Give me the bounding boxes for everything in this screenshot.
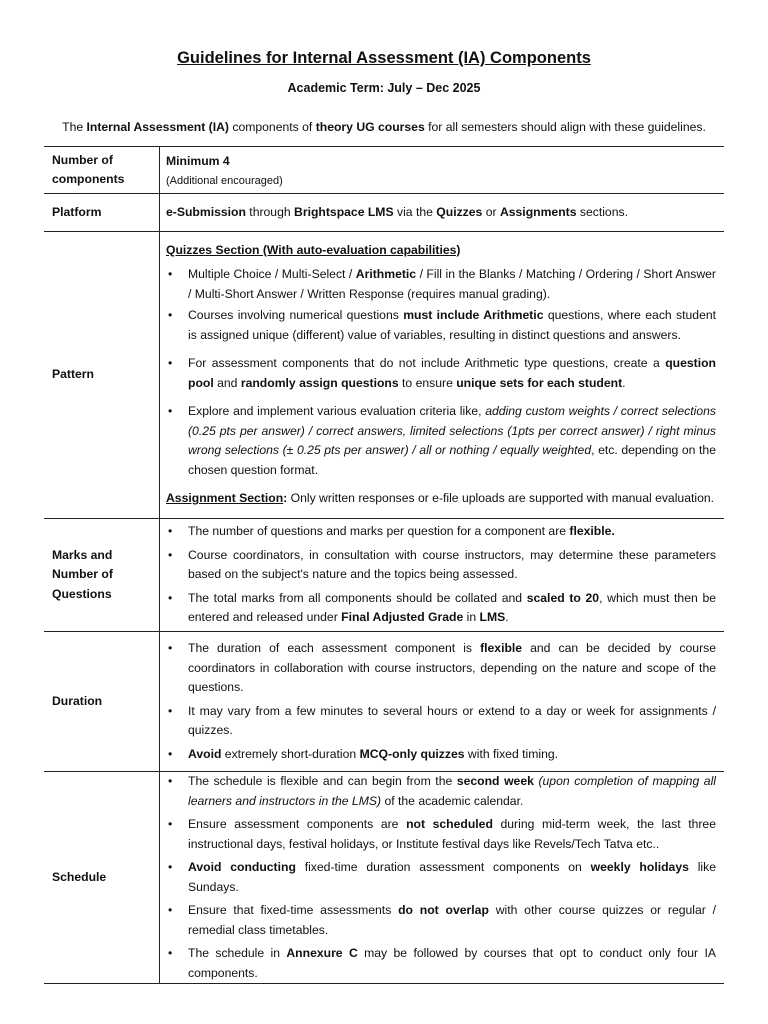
guidelines-table xyxy=(44,146,724,984)
row-platform xyxy=(44,194,724,232)
row-duration xyxy=(44,632,724,772)
row-content-schedule xyxy=(160,772,725,984)
list-item: • The duration of each assessment component is flexible and can be decided by course coordinators in collaboration with course instructors, depending on the nature and scope of the questions. xyxy=(166,639,716,698)
components-note: (Additional encouraged) xyxy=(166,174,283,187)
list-item: • Course coordinators, in consultation with course instructors, may determine these parameters based on the subject's nature and the topics being assessed. xyxy=(166,546,716,585)
intro-text: The Internal Assessment (IA) components of theory UG courses for all semesters should align with these guidelines. xyxy=(62,120,706,134)
list-item: • Ensure assessment components are not scheduled during mid-term week, the last three instructional days, festival holidays, or Institute festival days like Revels/Tech Tatva etc.. xyxy=(166,815,716,854)
pattern-list xyxy=(166,265,716,480)
schedule-list xyxy=(166,772,716,983)
row-content-components xyxy=(160,147,725,194)
list-item: • Multiple Choice / Multi-Select / Arithmetic / Fill in the Blanks / Matching / Ordering / Short Answer / Multi-Short Answer / Written Response (requires manual grading). xyxy=(166,265,716,304)
page-title: Guidelines for Internal Assessment (IA) Components xyxy=(177,49,591,67)
list-item: • The number of questions and marks per question for a component are flexible. xyxy=(166,522,716,542)
assignment-section: Assignment Section: Only written responses or e-file uploads are supported with manual evaluation. xyxy=(166,491,715,505)
list-item: • Courses involving numerical questions must include Arithmetic questions, where each student is assigned unique (different) value of variables, resulting in distinct questions and answers. xyxy=(166,306,716,345)
list-item: • Ensure that fixed-time assessments do not overlap with other course quizzes or regular / remedial class timetables. xyxy=(166,901,716,940)
list-item: • It may vary from a few minutes to several hours or extend to a day or week for assignments / quizzes. xyxy=(166,702,716,741)
academic-term: Academic Term: July – Dec 2025 xyxy=(287,81,481,95)
row-label-components: Number of components xyxy=(44,147,160,194)
row-label-platform: Platform xyxy=(44,194,160,232)
row-content-marks xyxy=(160,519,725,632)
row-label-marks: Marks and Number of Questions xyxy=(44,519,160,632)
list-item: • The schedule in Annexure C may be followed by courses that opt to conduct only four IA components. xyxy=(166,944,716,983)
row-schedule xyxy=(44,772,724,984)
row-pattern xyxy=(44,232,724,519)
row-content-platform: e-Submission through Brightspace LMS via the Quizzes or Assignments sections. xyxy=(160,194,725,232)
list-item: • Avoid conducting fixed-time duration assessment components on weekly holidays like Sundays. xyxy=(166,858,716,897)
list-item: • For assessment components that do not include Arithmetic type questions, create a question pool and randomly assign questions to ensure unique sets for each student. xyxy=(166,354,716,393)
list-item: • The schedule is flexible and can begin from the second week (upon completion of mapping all learners and instructors in the LMS) of the academic calendar. xyxy=(166,772,716,811)
list-item: • The total marks from all components should be collated and scaled to 20, which must then be entered and released under Final Adjusted Grade in LMS. xyxy=(166,589,716,628)
row-content-pattern xyxy=(160,232,725,519)
row-content-duration xyxy=(160,632,725,772)
marks-list xyxy=(166,522,716,628)
list-item: • Explore and implement various evaluation criteria like, adding custom weights / correct selections (0.25 pts per answer) / correct answers, limited selections (1pts per correct answer) / right minus wrong selections (± 0.25 pts per answer) / all or nothing / equally weighted, etc. depending on the chosen question format. xyxy=(166,402,716,480)
duration-list xyxy=(166,639,716,764)
row-label-schedule: Schedule xyxy=(44,772,160,984)
list-item: • Avoid extremely short-duration MCQ-only quizzes with fixed timing. xyxy=(166,745,716,765)
row-marks xyxy=(44,519,724,632)
row-label-pattern: Pattern xyxy=(44,232,160,519)
quizzes-section-heading: Quizzes Section (With auto-evaluation capabilities) xyxy=(166,242,461,257)
row-components xyxy=(44,147,724,194)
components-minimum: Minimum 4 xyxy=(166,153,230,168)
row-label-duration: Duration xyxy=(44,632,160,772)
